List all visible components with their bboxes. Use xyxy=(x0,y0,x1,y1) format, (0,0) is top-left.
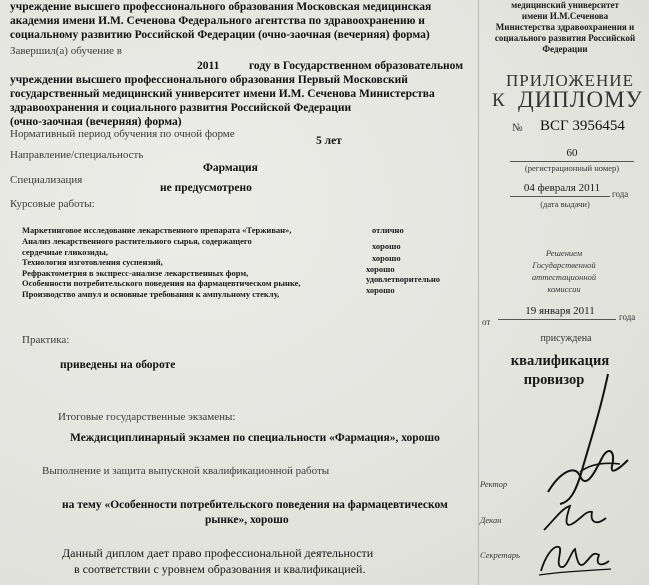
reg-number: 60 xyxy=(566,147,578,159)
dean-label: Декан xyxy=(480,515,502,525)
qualification-label: квалификация xyxy=(510,353,610,369)
exams-label: Итоговые государственные экзамены: xyxy=(58,411,236,423)
number-sign: № xyxy=(512,122,523,134)
issue-date-line xyxy=(510,196,610,197)
issue-caption: (дата выдачи) xyxy=(540,199,590,209)
secretary-signature-drawing xyxy=(535,535,615,580)
appendix-title: ПРИЛОЖЕНИЕ xyxy=(506,71,634,90)
coursework-title: сердечные гликозиды, xyxy=(22,247,108,257)
issue-suffix: года xyxy=(612,189,629,199)
org-line-5: Федерации xyxy=(542,44,588,54)
decision-line-1: Решением xyxy=(545,248,583,258)
practice-label: Практика: xyxy=(22,334,70,346)
completed-year: 2011 xyxy=(197,60,220,72)
org-line-3: Министерства здравоохранения и xyxy=(495,22,635,32)
specialization-label: Специализация xyxy=(10,174,83,186)
thesis-line-1: на тему «Особенности потребительского поведения на фармацевтическом xyxy=(62,499,448,511)
coursework-grade: отлично xyxy=(372,225,404,235)
rights-line-1: Данный диплом дает право профессиональной деятельности xyxy=(62,546,374,560)
org-line-4: социального развития Российской xyxy=(494,33,636,43)
org-line-1: медицинский университет xyxy=(511,0,619,10)
qualification-value: провизор xyxy=(523,372,585,388)
coursework-grade: хорошо xyxy=(372,253,401,263)
decision-line-4: комиссии xyxy=(547,284,581,294)
decision-line-2: Государственной xyxy=(532,260,596,270)
secretary-label: Секретарь xyxy=(480,550,520,560)
decision-suffix: года xyxy=(619,312,636,322)
completed-line-1: году в Государственном образовательном xyxy=(249,60,464,72)
rector-label: Ректор xyxy=(480,479,508,489)
decision-date: 19 января 2011 xyxy=(525,305,595,317)
coursework-grade: удовлетворительно xyxy=(366,274,441,284)
diploma-number: ВСГ 3956454 xyxy=(540,118,625,134)
coursework-title: Рефрактометрия в экспресс-анализе лекарственных форм, xyxy=(22,268,249,278)
decision-date-line xyxy=(498,319,616,320)
completed-line-2: учреждении высшего профессионального образования Первый Московский xyxy=(10,74,408,86)
coursework-label: Курсовые работы: xyxy=(10,198,95,210)
completed-line-5: (очно-заочная (вечерняя) форма) xyxy=(10,116,182,128)
direction-label: Направление/специальность xyxy=(10,149,144,161)
appendix-to-word: ДИПЛОМУ xyxy=(518,87,643,112)
coursework-grade: хорошо xyxy=(366,285,395,295)
rector-signature-drawing xyxy=(520,372,640,512)
completed-label: Завершил(а) обучение в xyxy=(10,45,122,57)
coursework-grade: хорошо xyxy=(366,264,395,274)
exams-value: Междисциплинарный экзамен по специальности «Фармация», хорошо xyxy=(70,432,440,444)
institution-line-3: социальному развитию Российской Федерации (очно-заочная (вечерняя) форма) xyxy=(10,29,430,41)
reg-number-line xyxy=(510,161,634,162)
practice-value: приведены на обороте xyxy=(60,359,176,371)
rights-line-2: в соответствии с уровнем образования и квалификацией. xyxy=(74,562,366,576)
org-line-2: имени И.М.Сеченова xyxy=(521,11,609,21)
appendix-to-prefix: К xyxy=(492,90,505,111)
awarded-label: присуждена xyxy=(540,333,592,344)
decision-line-3: аттестационной xyxy=(531,272,597,282)
institution-line-2: академия имени И.М. Сеченова Федерального агентства по здравоохранению и xyxy=(10,15,425,27)
period-value: 5 лет xyxy=(316,135,342,147)
direction-value: Фармация xyxy=(203,162,258,174)
issue-date: 04 февраля 2011 xyxy=(523,182,601,194)
column-divider xyxy=(478,0,479,585)
period-label: Нормативный период обучения по очной форме xyxy=(10,128,235,140)
reg-caption: (регистрационный номер) xyxy=(524,163,620,173)
specialization-value: не предусмотрено xyxy=(160,182,252,194)
coursework-title: Технология изготовления суспензий, xyxy=(22,257,163,267)
coursework-title: Особенности потребительского поведения на фармацевтическом рынке, xyxy=(22,278,301,288)
decision-prefix: от xyxy=(482,317,491,327)
completed-line-3: государственный медицинский университет имени И.М. Сеченова Министерства xyxy=(10,88,435,100)
coursework-grade: хорошо xyxy=(372,241,401,251)
thesis-line-2: рынке», хорошо xyxy=(205,514,289,526)
coursework-title: Анализ лекарственного растительного сырья, содержащего xyxy=(22,236,252,246)
coursework-title: Маркетинговое исследование лекарственного препарата «Терживан», xyxy=(22,225,292,235)
dean-signature-drawing xyxy=(540,500,620,540)
thesis-label: Выполнение и защита выпускной квалификационной работы xyxy=(42,465,330,477)
coursework-title: Производство ампул и основные требования к ампульному стеклу, xyxy=(22,289,280,299)
completed-line-4: здравоохранения и социального развития Российской Федерации xyxy=(10,102,352,114)
institution-line-1: учреждение высшего профессионального образования Московская медицинская xyxy=(10,1,432,13)
